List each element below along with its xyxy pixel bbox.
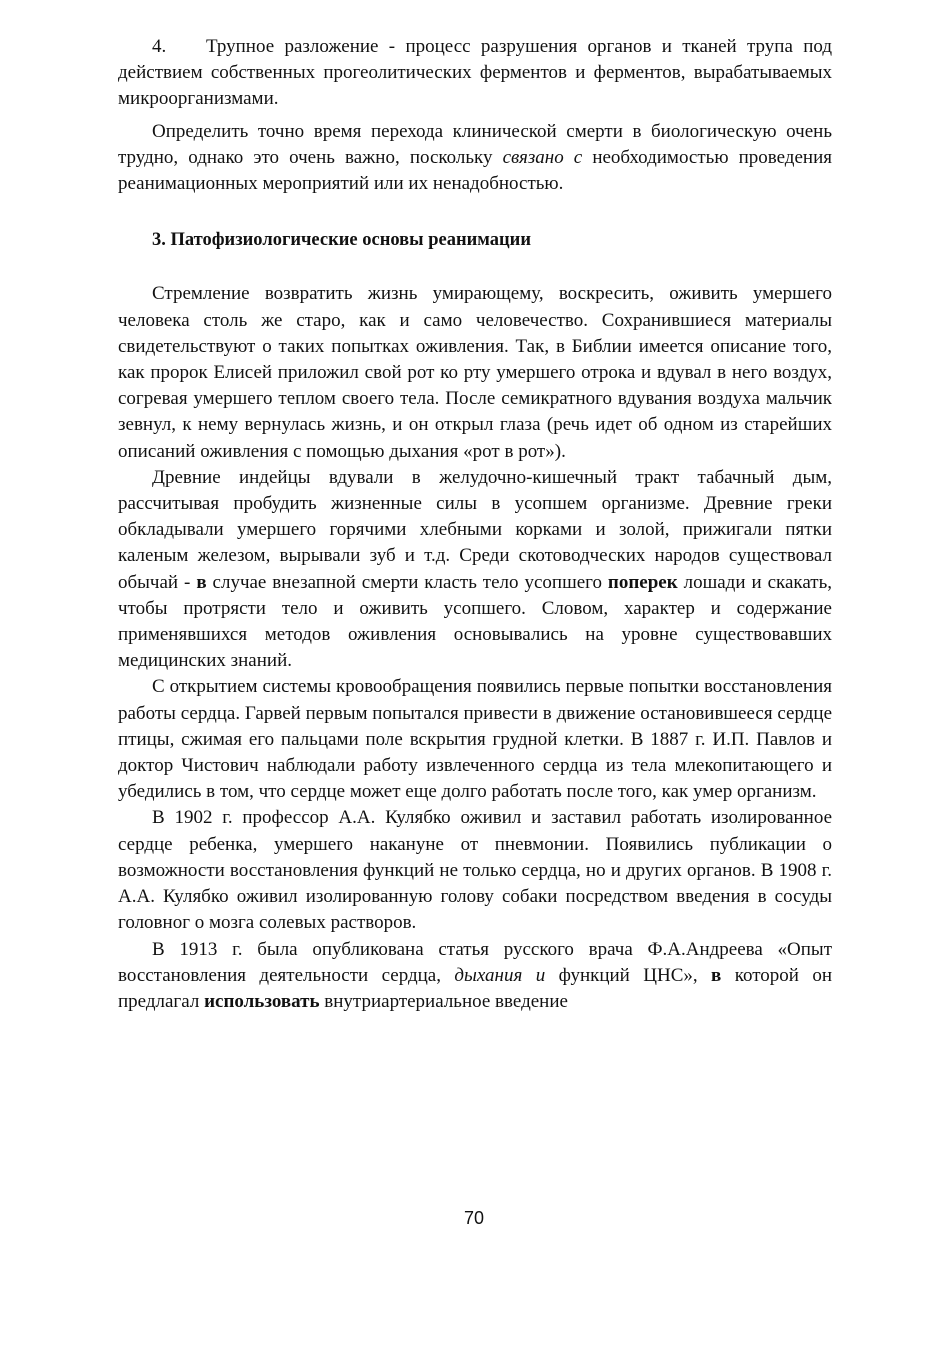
paragraph-1913 [118,937,832,1016]
paragraph-text: функций ЦНС», [545,964,712,986]
paragraph-text: внутриартериальное введение [319,990,568,1012]
bold-text: в [711,964,722,986]
section-heading: 3. Патофизиологические основы реанимации [152,230,531,251]
paragraph-text: случае внезапной смерти класть тело усопшего [206,571,608,593]
page-number: 70 [463,1208,485,1228]
list-item-text: Трупное разложение - процесс разрушения органов и тканей трупа под действием собственных прогеолитических ферментов и ферментов, вырабатываемых микроорганизмами. [118,36,832,110]
bold-text: поперек [607,571,678,593]
bold-text: в [196,571,207,593]
italic-text: дыхания и [454,964,546,986]
paragraph-text: которой он предлагал [118,964,833,1012]
paragraph-text: В 1913 г. была опубликована статья русского врача Ф.А.Андреева «Опыт восстановления деятельности сердца, [118,938,832,986]
paragraph-text: необходимостью проведения реанимационных мероприятий или их ненадобностью. [118,146,832,195]
paragraph-text: Древние индейцы вдували в желудочно-кишечный тракт табачный дым, рассчитывая пробудить жизненные силы в усопшем организме. Древние греки обкладывали умершего горячими хлебными корками и золой, прижигали пятки каленым железом, вырывали зуб и т.д. Среди скотоводческих народов существовал обычай - [118,466,832,593]
list-item-number: 4. [152,36,167,57]
paragraph-circulation: С открытием системы кровообращения появились первые попытки восстановления работы сердца. Гарвей первым попытался привести в движение остановившееся сердце птицы, сжимая его пальцами поле вскрытия грудной клетки. В 1887 г. И.П. Павлов и доктор Чистович наблюдали работу извлеченного сердца из тела млекопитающего и убедились в том, что сердце может еще долго работать после того, как умер организм. [118,676,832,803]
italic-text: связано с [502,146,583,168]
paragraph-death-time [118,119,832,198]
paragraph-ancient-methods [118,465,832,675]
list-item-4 [118,34,832,113]
paragraph-text: лошади и скакать, чтобы протрясти тело и оживить усопшего. Словом, характер и содержание применявшихся методов оживления основывались на уровне существовавших медицинских знаний. [118,571,832,672]
paragraph-bible: Стремление возвратить жизнь умирающему, воскресить, оживить умершего человека столь же старо, как и само человечество. Сохранившиеся материалы свидетельствуют о таких попытках оживления. Так, в Библии имеется описание того, как пророк Елисей приложил свой рот ко рту умершего отрока и вдувал в него воздух, согревая умершего теплом своего тела. После семикратного вдувания воздуха мальчик зевнул, к нему вернулась жизнь, и он открыл глаза (речь идет об одном из старейших описаний оживления с помощью дыхания «рот в рот»). [118,283,832,462]
bold-text: использовать [204,990,320,1012]
paragraph-text: Определить точно время перехода клинической смерти в биологическую очень трудно, однако это очень важно, поскольку [118,120,832,168]
document-page [118,34,832,1015]
paragraph-1902: В 1902 г. профессор А.А. Кулябко оживил и заставил работать изолированное сердце ребенка, умершего накануне от пневмонии. Появились публикации о возможности восстановления функций не только сердца, но и других органов. В 1908 г. А.А. Кулябко оживил изолированную голову собаки посредством введения в сосуды головног о мозга солевых растворов. [118,807,832,934]
